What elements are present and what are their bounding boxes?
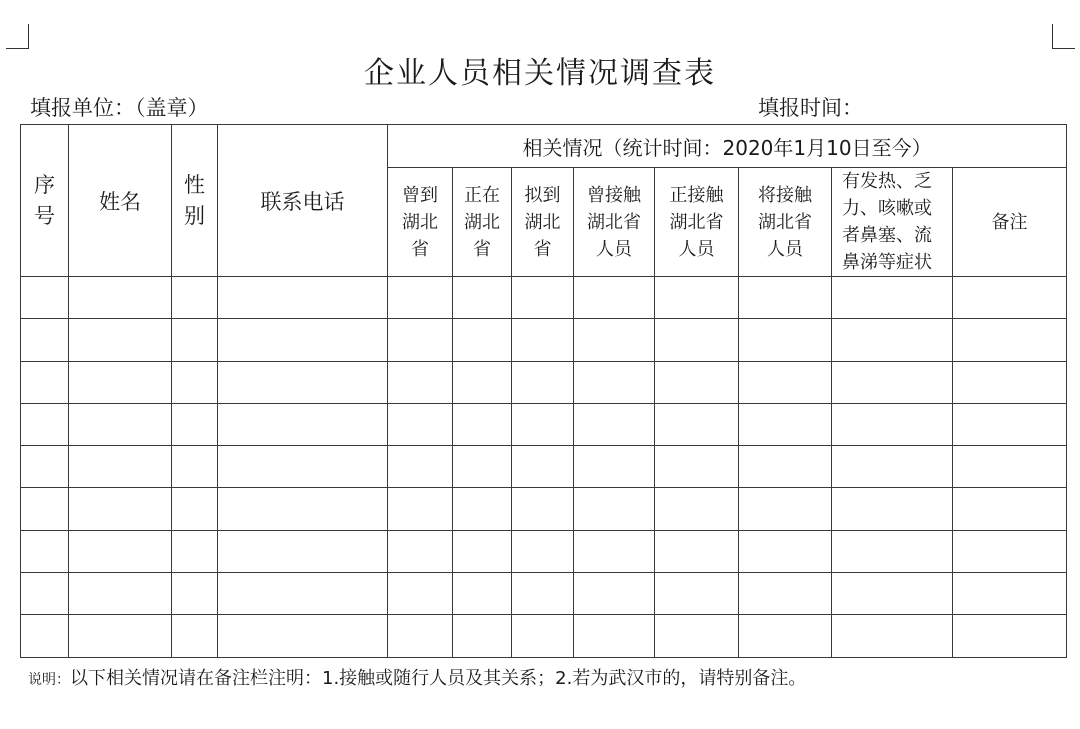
table-cell[interactable]: [739, 361, 832, 403]
table-cell[interactable]: [953, 277, 1067, 319]
table-cell[interactable]: [21, 573, 69, 615]
table-cell[interactable]: [739, 573, 832, 615]
table-cell[interactable]: [574, 530, 655, 572]
table-cell[interactable]: [953, 319, 1067, 361]
table-row: [21, 488, 1067, 530]
document-title: 企业人员相关情况调查表: [364, 56, 716, 91]
table-cell[interactable]: [655, 361, 739, 403]
table-cell[interactable]: [512, 277, 574, 319]
table-cell[interactable]: [69, 361, 172, 403]
table-cell[interactable]: [739, 488, 832, 530]
table-cell[interactable]: [21, 319, 69, 361]
footnote-text: 以下相关情况请在备注栏注明：1.接触或随行人员及其关系；2.若为武汉市的，请特别备注。: [70, 668, 807, 689]
table-cell[interactable]: [172, 573, 218, 615]
table-cell[interactable]: [172, 361, 218, 403]
table-cell[interactable]: [388, 530, 453, 572]
table-cell[interactable]: [69, 403, 172, 445]
table-cell[interactable]: [453, 319, 512, 361]
table-cell[interactable]: [574, 361, 655, 403]
header-symptoms: 有发热、乏 力、咳嗽或 者鼻塞、流 鼻涕等症状: [832, 168, 953, 277]
table-cell[interactable]: [512, 573, 574, 615]
table-cell[interactable]: [21, 277, 69, 319]
table-cell[interactable]: [453, 446, 512, 488]
table-cell[interactable]: [172, 615, 218, 657]
header-in-hubei: 正在 湖北 省: [453, 168, 512, 277]
table-cell[interactable]: [218, 319, 388, 361]
table-cell[interactable]: [69, 615, 172, 657]
table-cell[interactable]: [69, 573, 172, 615]
table-row: [21, 277, 1067, 319]
header-had-contact: 曾接触 湖北省 人员: [574, 168, 655, 277]
table-cell[interactable]: [172, 277, 218, 319]
table-cell[interactable]: [832, 403, 953, 445]
table-cell[interactable]: [953, 361, 1067, 403]
header-been-to-hubei: 曾到 湖北 省: [388, 168, 453, 277]
table-cell[interactable]: [172, 319, 218, 361]
survey-table: [20, 124, 1067, 658]
table-cell[interactable]: [953, 488, 1067, 530]
table-cell[interactable]: [453, 403, 512, 445]
table-cell[interactable]: [172, 446, 218, 488]
header-in-contact: 正接触 湖北省 人员: [655, 168, 739, 277]
table-cell[interactable]: [739, 319, 832, 361]
reporting-time-label: 填报时间：: [758, 96, 863, 120]
table-cell[interactable]: [172, 488, 218, 530]
table-cell[interactable]: [388, 361, 453, 403]
table-cell[interactable]: [388, 277, 453, 319]
table-row: [21, 403, 1067, 445]
table-cell[interactable]: [832, 615, 953, 657]
table-cell[interactable]: [512, 361, 574, 403]
table-cell[interactable]: [953, 530, 1067, 572]
table-cell[interactable]: [739, 277, 832, 319]
table-row: [21, 573, 1067, 615]
header-related-situation: 相关情况（统计时间：2020年1月10日至今）: [388, 125, 1067, 168]
table-cell[interactable]: [655, 530, 739, 572]
table-cell[interactable]: [574, 573, 655, 615]
table-cell[interactable]: [69, 446, 172, 488]
table-cell[interactable]: [832, 446, 953, 488]
table-cell[interactable]: [21, 615, 69, 657]
crop-mark-top-left: [6, 24, 29, 49]
table-cell[interactable]: [512, 530, 574, 572]
footnote-lead: 说明：: [28, 672, 70, 688]
table-cell[interactable]: [574, 403, 655, 445]
table-cell[interactable]: [218, 615, 388, 657]
reporting-unit-label: 填报单位：（盖章）: [30, 96, 209, 120]
table-cell[interactable]: [512, 319, 574, 361]
table-cell[interactable]: [453, 530, 512, 572]
table-cell[interactable]: [172, 530, 218, 572]
table-cell[interactable]: [953, 615, 1067, 657]
table-cell[interactable]: [388, 573, 453, 615]
table-cell[interactable]: [574, 446, 655, 488]
table-row: [21, 446, 1067, 488]
table-cell[interactable]: [388, 319, 453, 361]
table-cell[interactable]: [21, 488, 69, 530]
header-name: 姓名: [69, 125, 172, 277]
table-cell[interactable]: [218, 573, 388, 615]
table-cell[interactable]: [574, 319, 655, 361]
table-cell[interactable]: [218, 488, 388, 530]
table-cell[interactable]: [739, 446, 832, 488]
table-cell[interactable]: [21, 530, 69, 572]
table-cell[interactable]: [655, 319, 739, 361]
crop-mark-top-right: [1052, 24, 1075, 49]
table-cell[interactable]: [21, 361, 69, 403]
table-cell[interactable]: [388, 615, 453, 657]
table-cell[interactable]: [574, 615, 655, 657]
table-cell[interactable]: [739, 403, 832, 445]
table-cell[interactable]: [21, 403, 69, 445]
header-phone: 联系电话: [218, 125, 388, 277]
table-cell[interactable]: [832, 488, 953, 530]
table-row: [21, 530, 1067, 572]
header-plan-to-hubei: 拟到 湖北 省: [512, 168, 574, 277]
table-cell[interactable]: [218, 361, 388, 403]
table-cell[interactable]: [453, 573, 512, 615]
table-cell[interactable]: [453, 615, 512, 657]
table-cell[interactable]: [512, 615, 574, 657]
footnote: [28, 664, 806, 690]
table-cell[interactable]: [655, 403, 739, 445]
table-cell[interactable]: [388, 446, 453, 488]
table-cell[interactable]: [512, 488, 574, 530]
table-cell[interactable]: [69, 488, 172, 530]
table-cell[interactable]: [953, 573, 1067, 615]
table-cell[interactable]: [655, 573, 739, 615]
table-cell[interactable]: [69, 277, 172, 319]
header-remarks: 备注: [953, 168, 1067, 277]
table-cell[interactable]: [574, 277, 655, 319]
table-row: [21, 615, 1067, 657]
table-cell[interactable]: [69, 319, 172, 361]
table-cell[interactable]: [453, 277, 512, 319]
table-cell[interactable]: [218, 530, 388, 572]
table-cell[interactable]: [739, 615, 832, 657]
table-cell[interactable]: [739, 530, 832, 572]
table-cell[interactable]: [953, 446, 1067, 488]
table-cell[interactable]: [218, 277, 388, 319]
table-cell[interactable]: [512, 403, 574, 445]
table-cell[interactable]: [453, 488, 512, 530]
table-cell[interactable]: [832, 530, 953, 572]
table-cell[interactable]: [953, 403, 1067, 445]
table-cell[interactable]: [655, 488, 739, 530]
table-cell[interactable]: [832, 573, 953, 615]
table-cell[interactable]: [574, 488, 655, 530]
table-row: [21, 319, 1067, 361]
header-seq: 序 号: [21, 125, 69, 277]
table-cell[interactable]: [388, 488, 453, 530]
table-cell[interactable]: [512, 446, 574, 488]
table-cell[interactable]: [832, 361, 953, 403]
table-cell[interactable]: [218, 446, 388, 488]
header-will-contact: 将接触 湖北省 人员: [739, 168, 832, 277]
table-cell[interactable]: [832, 319, 953, 361]
header-gender: 性 别: [172, 125, 218, 277]
table-cell[interactable]: [388, 403, 453, 445]
table-cell[interactable]: [655, 615, 739, 657]
table-cell[interactable]: [655, 446, 739, 488]
table-cell[interactable]: [218, 403, 388, 445]
table-cell[interactable]: [832, 277, 953, 319]
table-row: [21, 361, 1067, 403]
table-cell[interactable]: [453, 361, 512, 403]
table-cell[interactable]: [21, 446, 69, 488]
table-cell[interactable]: [172, 403, 218, 445]
table-cell[interactable]: [69, 530, 172, 572]
table-cell[interactable]: [655, 277, 739, 319]
